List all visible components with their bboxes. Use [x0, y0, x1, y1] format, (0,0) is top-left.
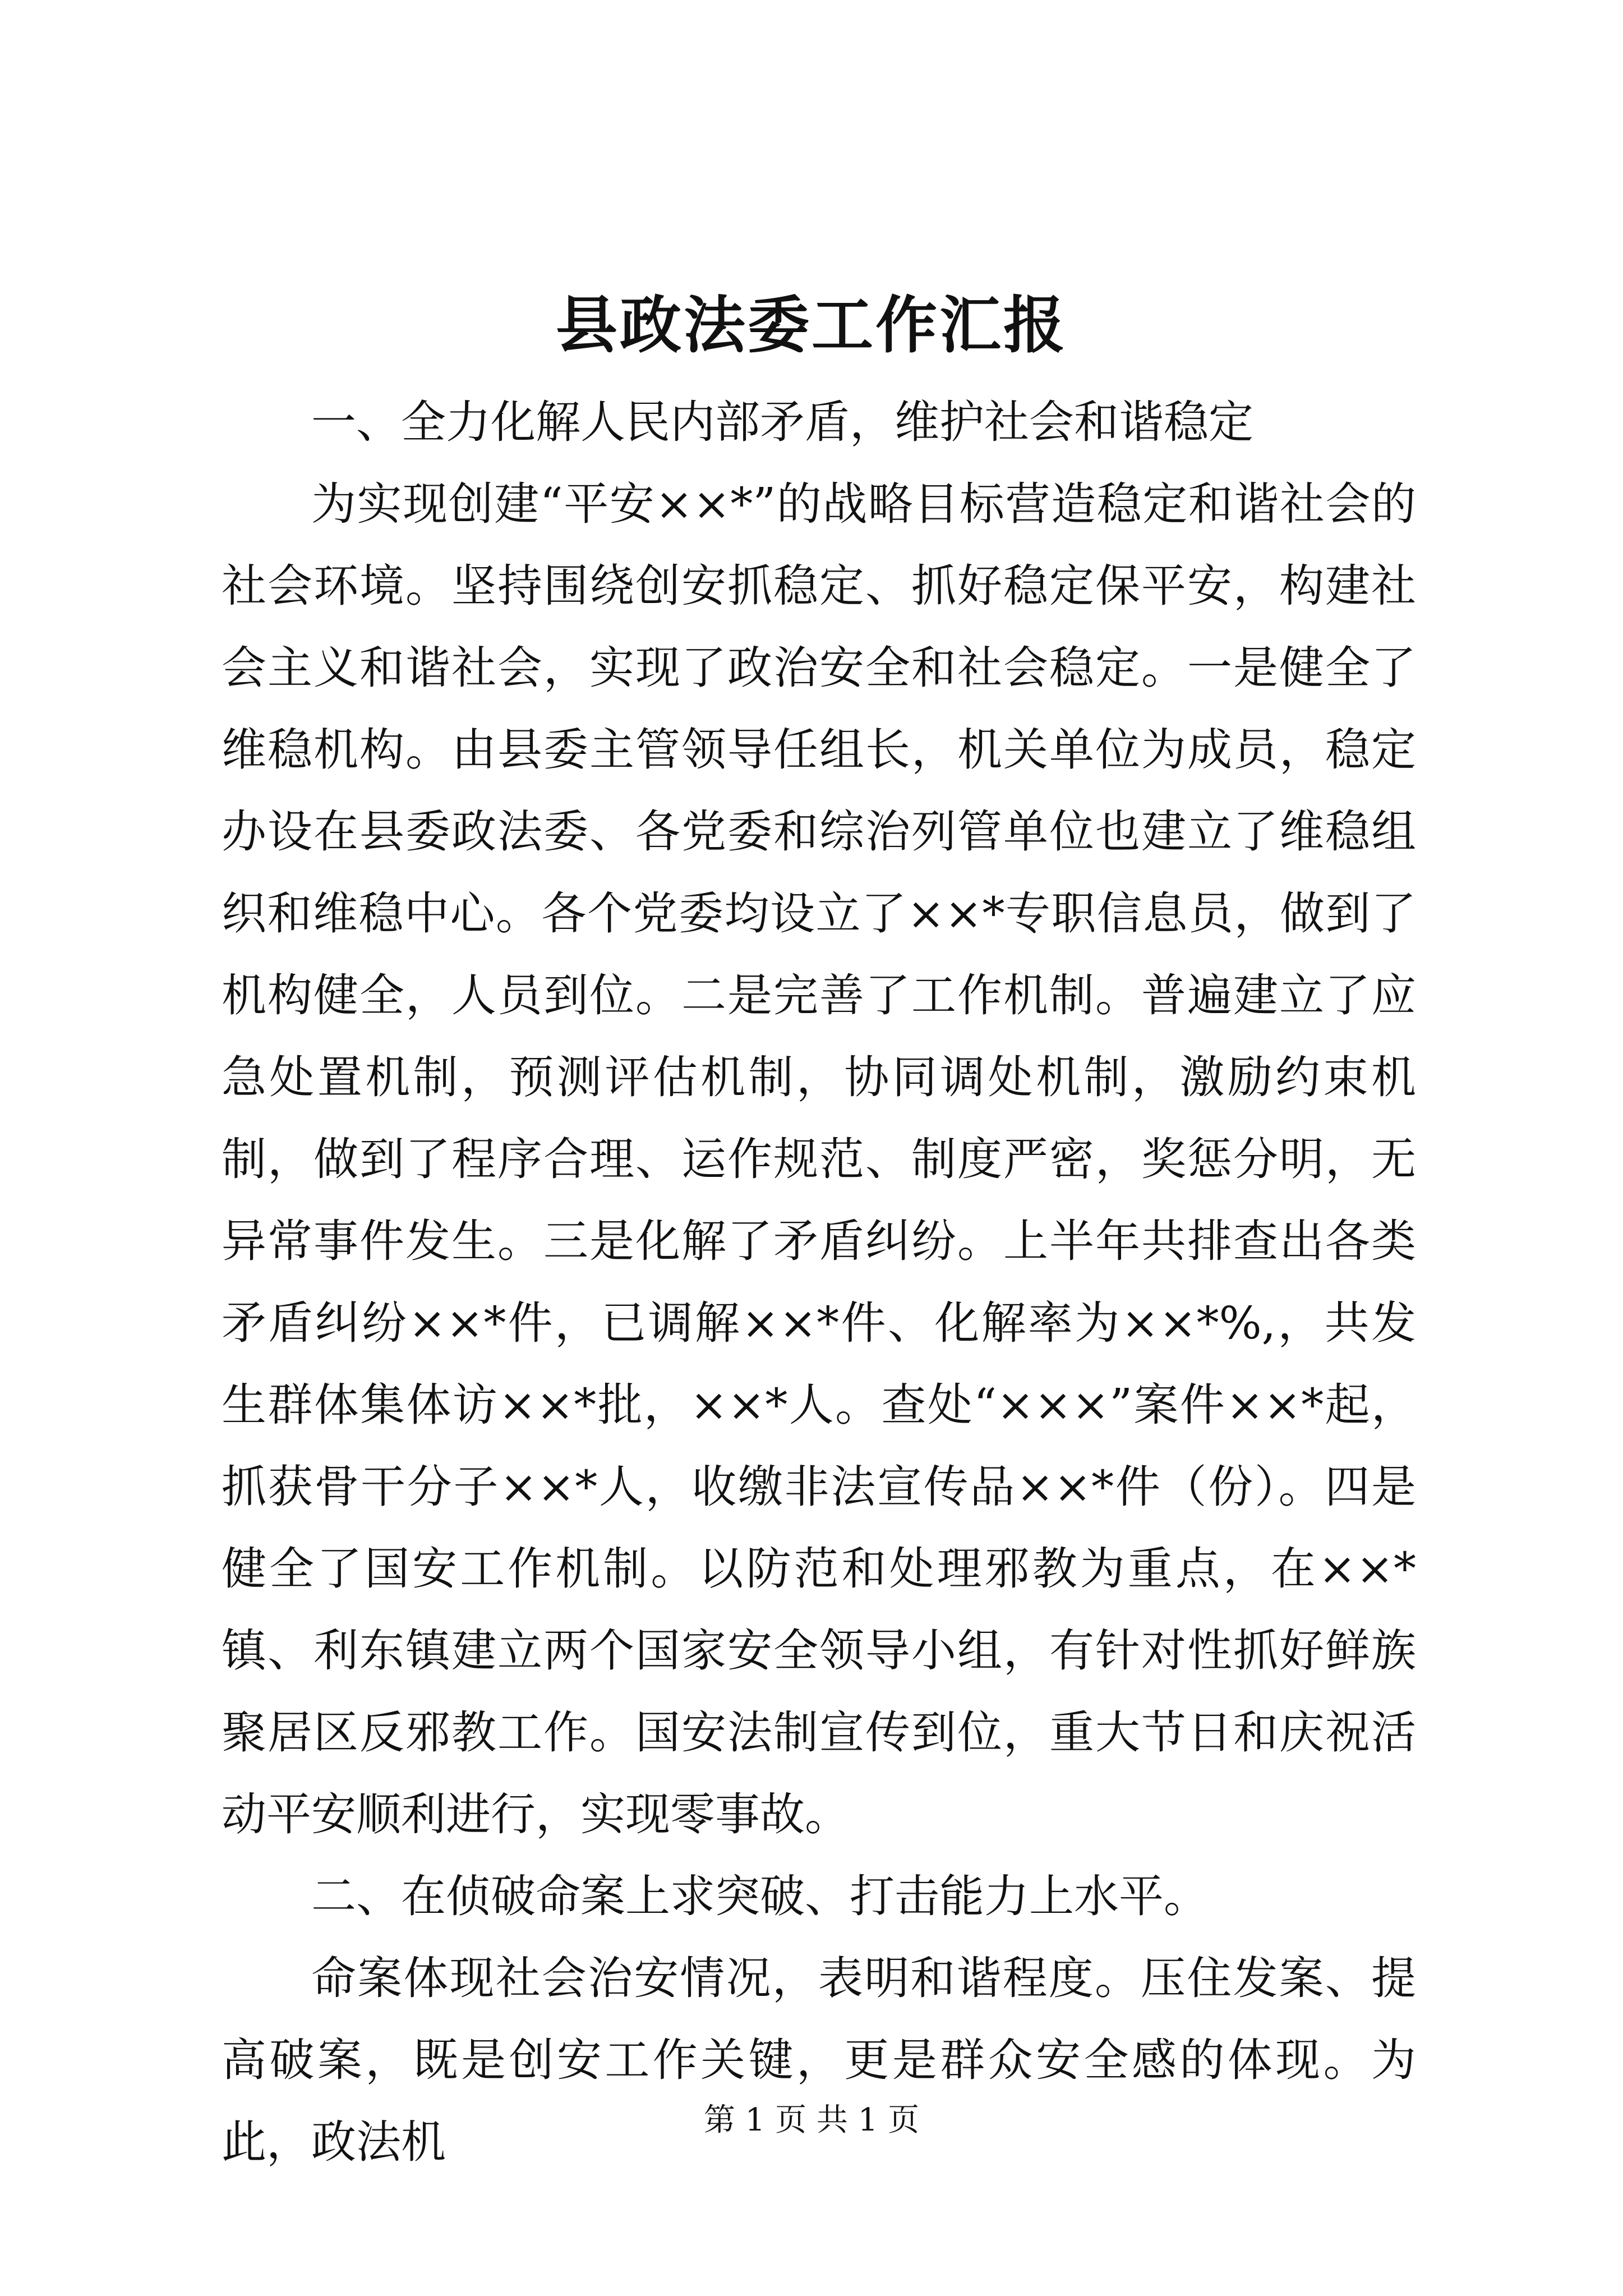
body-paragraph: 为实现创建“平安××*”的战略目标营造稳定和谐社会的社会环境。坚持围绕创安抓稳定、抓好稳定保平安，构建社会主义和谐社会，实现了政治安全和社会稳定。一是健全了维稳机构。由县委主管领导任组长，机关单位为成员，稳定办设在县委政法委、各党委和综治列管单位也建立了维稳组织和维稳中心。各个党委均设立了××*专职信息员，做到了机构健全，人员到位。二是完善了工作机制。普遍建立了应急处置机制，预测评估机制，协同调处机制，激励约束机制，做到了程序合理、运作规范、制度严密，奖惩分明，无异常事件发生。三是化解了矛盾纠纷。上半年共排查出各类矛盾纠纷××*件，已调解××*件、化解率为××*%,，共发生群体集体访××*批，××*人。查处“×××”案件××*起，抓获骨干分子××*人，收缴非法宣传品××*件（份）。四是健全了国安工作机制。以防范和处理邪教为重点，在××*镇、利东镇建立两个国家安全领导小组，有针对性抓好鲜族聚居区反邪教工作。国安法制宣传到位，重大节日和庆祝活动平安顺利进行，实现零事故。 [222, 478, 1416, 1841]
body-paragraph: 命案体现社会治安情况，表明和谐程度。压住发案、提高破案，既是创安工作关键，更是群众安全感的体现。为此，政法机 [222, 1952, 1416, 2168]
section-heading-2: 二、在侦破命案上求突破、打击能力上水平。 [311, 1870, 1209, 1922]
page-footer: 第 1 页 共 1 页 [703, 2102, 920, 2138]
section-heading-1: 一、全力化解人民内部矛盾，维护社会和谐稳定 [311, 396, 1253, 448]
document-body [222, 381, 1416, 2183]
document-title: 县政法委工作汇报 [556, 289, 1067, 361]
